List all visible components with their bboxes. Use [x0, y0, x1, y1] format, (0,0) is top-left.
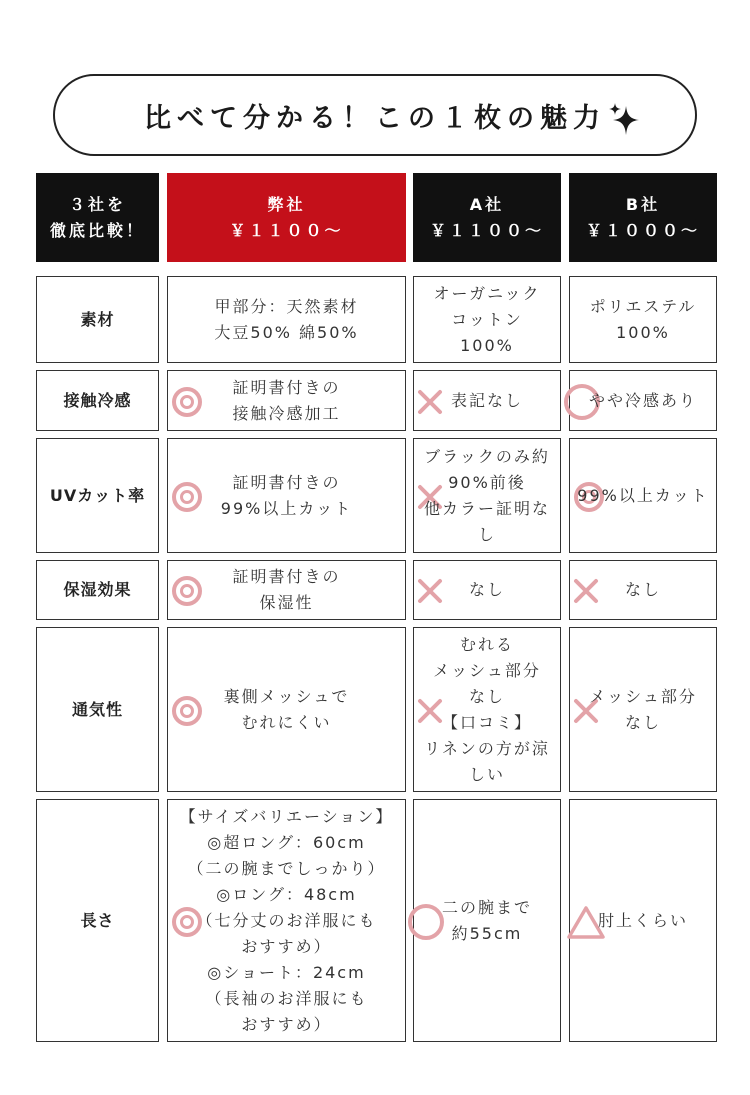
header-b [569, 173, 717, 262]
cell-text: 甲部分：天然素材 大豆50% 綿50% [214, 296, 359, 342]
cell-text: なし [624, 580, 661, 599]
cell-text: 証明書付きの 保湿性 [232, 567, 341, 612]
double-circle-mark-icon [172, 576, 202, 606]
page-title: 比べて分かる！この１枚の魅力 [144, 102, 606, 134]
cell-text: 二の腕まで 約55cm [441, 897, 532, 943]
row-label-text: 素材 [80, 309, 115, 329]
cell-text: 証明書付きの 99%以上カット [220, 472, 353, 518]
row-label [36, 276, 159, 363]
cell-text: なし [468, 580, 505, 599]
cell-text: 99%以上カット [577, 485, 709, 505]
cell-a [413, 438, 561, 553]
cell-b [569, 370, 717, 431]
cell-ours [167, 438, 406, 553]
cell-text: ブラックのみ約 90%前後 他カラー証明な し [423, 446, 550, 544]
double-circle-mark-icon [172, 387, 202, 417]
header-corner: ３社を 徹底比較！ [36, 173, 159, 262]
row-label-text: 接触冷感 [63, 390, 132, 410]
cell-a [413, 370, 561, 431]
cell-text: 証明書付きの 接触冷感加工 [232, 377, 341, 423]
cell-a [413, 276, 561, 363]
row-label [36, 438, 159, 553]
cross-mark-icon [416, 577, 444, 605]
cell-b [569, 276, 717, 363]
cell-a [413, 560, 561, 620]
cell-text: メッシュ部分 なし [589, 686, 697, 732]
header-ours-price: ￥１１００～ [229, 220, 344, 240]
row-label [36, 370, 159, 431]
double-circle-mark-icon [172, 482, 202, 512]
header-a-name: A社 [469, 194, 505, 214]
double-circle-mark-icon [172, 696, 202, 726]
cell-a [413, 627, 561, 792]
row-label-text: 保湿効果 [63, 580, 132, 599]
cell-text: 表記なし [450, 390, 523, 410]
header-ours-name: 弊社 [267, 194, 306, 214]
cell-b [569, 560, 717, 620]
cell-ours [167, 627, 406, 792]
cell-b [569, 627, 717, 792]
header-b-price: ￥１０００～ [585, 220, 700, 240]
cell-ours [167, 560, 406, 620]
cell-ours [167, 370, 406, 431]
header-ours [167, 173, 406, 262]
cell-text: むれる メッシュ部分 なし 【口コミ】 リネンの方が涼 しい [424, 634, 550, 784]
cell-b [569, 438, 717, 553]
row-label [36, 799, 159, 1042]
row-label-text: UVカット率 [49, 485, 146, 505]
cell-text: 【サイズバリエーション】 ◎超ロング：60cm （二の腕までしっかり） ◎ロング：48cm （七分丈のお洋服にも おすすめ） ◎ショート：24cm （長袖のお洋服にも おすすめ） [179, 806, 394, 1034]
cell-text: やや冷感あり [588, 390, 697, 410]
row-label-text: 通気性 [71, 699, 123, 719]
header-a-price: ￥１１００～ [429, 220, 544, 240]
header-a [413, 173, 561, 262]
title-banner [53, 74, 697, 156]
cell-text: 肘上くらい [597, 910, 688, 930]
row-label [36, 627, 159, 792]
cross-mark-icon [572, 577, 600, 605]
cell-text: ポリエステル 100% [589, 296, 697, 342]
row-label [36, 560, 159, 620]
cell-ours [167, 799, 406, 1042]
cell-ours [167, 276, 406, 363]
cross-mark-icon [416, 388, 444, 416]
row-label-text: 長さ [80, 910, 115, 930]
header-b-name: B社 [625, 194, 661, 214]
cell-b [569, 799, 717, 1042]
circle-mark-icon [408, 904, 444, 940]
cell-text: 裏側メッシュで むれにくい [223, 686, 350, 732]
cell-a [413, 799, 561, 1042]
sparkle-icon [606, 100, 644, 138]
cell-text: オーガニック コットン 100% [433, 283, 541, 355]
